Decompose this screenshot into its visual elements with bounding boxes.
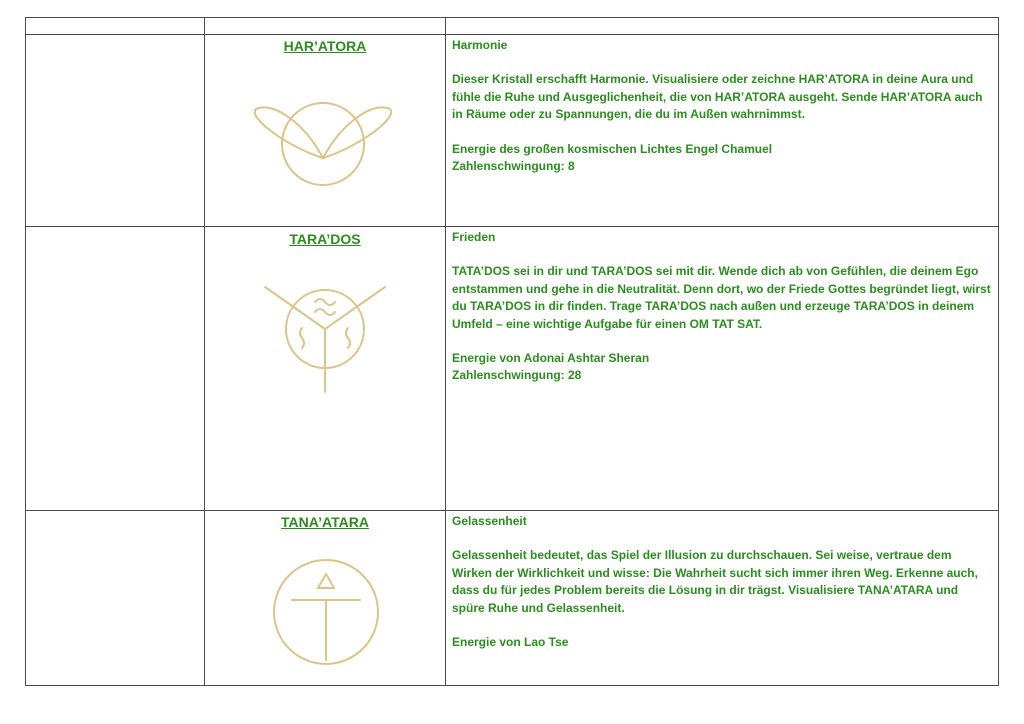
- entry-text: [452, 513, 994, 651]
- entry-description: TATA’DOS sei in dir und TARA’DOS sei mit dir. Wende dich ab von Gefühlen, die deinem Ego entstammen und gehe in die Neutralität. Denn dort, wo der Friede Gottes begründet liegt, wirst du TARA’DOS in dir finden. Trage TARA’DOS nach außen und erzeuge TARA’DOS in deinem Umfeld – eine wichtige Aufgabe für einen OM TAT SAT.: [452, 264, 991, 331]
- entry-energy: Energie von Lao Tse: [452, 635, 569, 650]
- entry-energy: Energie des großen kosmischen Lichtes Engel Chamuel: [452, 141, 773, 156]
- entry-text: [452, 37, 994, 175]
- entry-subtitle: Frieden: [452, 230, 496, 244]
- entry-number: Zahlenschwingung: 28: [452, 368, 582, 383]
- wing-circle-icon: [250, 96, 396, 188]
- t-triangle-circle-icon: [270, 556, 382, 668]
- entry-energy: Energie von Adonai Ashtar Sheran: [452, 351, 650, 366]
- trident-circle-icon: [262, 282, 388, 394]
- entry-subtitle: Gelassenheit: [452, 514, 527, 528]
- entry-number: Zahlenschwingung: 8: [452, 159, 575, 174]
- entry-title: TARA’DOS: [289, 231, 361, 247]
- entry-title: TANA’ATARA: [281, 514, 369, 530]
- entry-title: HAR’ATORA: [283, 38, 367, 54]
- entry-description: Gelassenheit bedeutet, das Spiel der Illusion zu durchschauen. Sei weise, vertraue dem Wirken der Wirklichkeit und wisse: Die Wahrheit sucht sich immer ihren Weg. Erkenne auch, dass du für jedes Problem bereits die Lösung in dir trägst. Visualisiere TANA’ATARA und spüre Ruhe und Gelassenheit.: [452, 548, 978, 615]
- entry-subtitle: Harmonie: [452, 38, 508, 52]
- entry-text: [452, 229, 994, 385]
- entry-description: Dieser Kristall erschafft Harmonie. Visualisiere oder zeichne HAR’ATORA in deine Aura und fühle die Ruhe und Ausgeglichenheit, die von HAR’ATORA ausgeht. Sende HAR’ATORA auch in Räume oder zu Spannungen, die du im Außen wahrnimmst.: [452, 72, 983, 122]
